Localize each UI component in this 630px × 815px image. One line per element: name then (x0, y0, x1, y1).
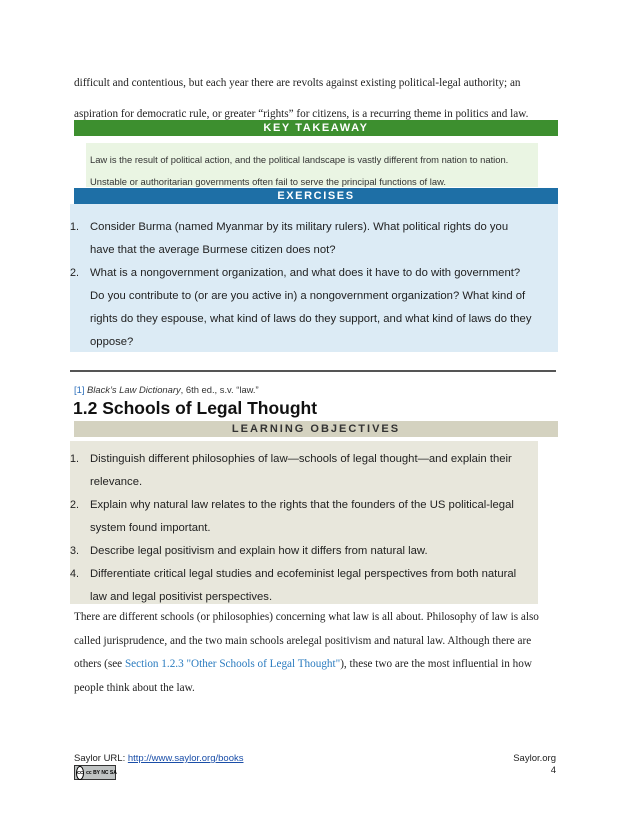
body-line-3-pre: others (see (74, 658, 125, 670)
footnote-title: Black’s Law Dictionary (87, 384, 181, 395)
body-line-4: people think about the law. (74, 681, 195, 694)
footnote-rest: , 6th ed., s.v. “law.” (180, 384, 259, 395)
section-heading: 1.2 Schools of Legal Thought (73, 398, 318, 418)
objective-3-line-1: Describe legal positivism and explain how it differs from natural law. (90, 545, 428, 557)
exercise-1-line-1: Consider Burma (named Myanmar by its military rulers). What political rights do you (90, 221, 509, 233)
exercise-item-1 (70, 216, 556, 262)
exercise-2-line-3: rights do they espouse, what kind of laws do they support, and what kind of laws do they (90, 313, 532, 325)
footnote-ref-link[interactable]: [1] (74, 384, 85, 395)
intro-line-2: aspiration for democratic rule, or greater “rights” for citizens, is a recurring theme in politics and law. (74, 108, 529, 120)
objective-2-line-1: Explain why natural law relates to the rights that the founders of the US political-legal (90, 499, 514, 511)
footer-source (74, 753, 244, 764)
key-takeaway-line-1: Law is the result of political action, and the political landscape is vastly different from nation to nation. (90, 154, 509, 165)
exercises-list (70, 216, 556, 354)
section-link[interactable]: Section 1.2.3 "Other Schools of Legal Thought" (124, 658, 341, 670)
footer-url-label: Saylor URL: (74, 753, 128, 764)
intro-line-1: difficult and contentious, but each year there are revolts against existing political-legal authority; an (74, 77, 521, 89)
intro-paragraph (74, 72, 560, 126)
objective-item-3 (70, 540, 536, 563)
exercise-2-line-4: oppose? (90, 336, 134, 348)
objective-number-2: 2. (70, 499, 80, 511)
body-line-3-post: ), these two are the most influential in how (340, 658, 532, 670)
cc-license-label: cc BY NC SA (86, 769, 117, 776)
learning-objectives-header: LEARNING OBJECTIVES (74, 421, 558, 437)
objective-number-4: 4. (70, 568, 80, 580)
objective-2-line-2: system found important. (90, 522, 211, 534)
exercise-2-line-2: Do you contribute to (or are you active in) a nongovernment organization? What kind of (90, 290, 526, 302)
exercises-header: EXERCISES (74, 188, 558, 204)
body-line-2: called jurisprudence, and the two main schools arelegal positivism and natural law. Although there are (74, 634, 532, 647)
key-takeaway-header: KEY TAKEAWAY (74, 120, 558, 136)
learning-objectives-list (70, 448, 536, 609)
footnote-divider (70, 370, 556, 372)
objective-number-3: 3. (70, 545, 80, 557)
objective-4-line-2: law and legal positivist perspectives. (90, 591, 273, 603)
footnote (74, 384, 259, 395)
page-number: 4 (550, 765, 556, 776)
footer-right (513, 753, 556, 777)
objective-1-line-1: Distinguish different philosophies of law—schools of legal thought—and explain their (90, 453, 512, 465)
objective-number-1: 1. (70, 453, 80, 465)
exercise-item-2 (70, 262, 556, 354)
body-paragraph (74, 606, 560, 700)
exercise-number-2: 2. (70, 267, 80, 279)
key-takeaway-line-2: Unstable or authoritarian governments often fail to serve the principal functions of law. (90, 176, 446, 187)
objective-1-line-2: relevance. (90, 476, 143, 488)
objective-item-1 (70, 448, 536, 494)
footer-site: Saylor.org (513, 753, 556, 764)
exercise-2-line-1: What is a nongovernment organization, and what does it have to do with government? (90, 267, 521, 279)
body-line-3 (74, 653, 560, 677)
objective-item-2 (70, 494, 536, 540)
cc-logo-icon: cc (76, 766, 84, 780)
exercise-1-line-2: have that the average Burmese citizen does not? (90, 244, 336, 256)
body-line-1: There are different schools (or philosophies) concerning what law is all about. Philosophy of law is also (74, 611, 539, 623)
cc-license-icon[interactable] (74, 765, 116, 780)
objective-4-line-1: Differentiate critical legal studies and ecofeminist legal perspectives from both natural (90, 568, 517, 580)
exercise-number-1: 1. (70, 221, 80, 233)
objective-item-4 (70, 563, 536, 609)
footer-url-link[interactable]: http://www.saylor.org/books (127, 753, 244, 764)
